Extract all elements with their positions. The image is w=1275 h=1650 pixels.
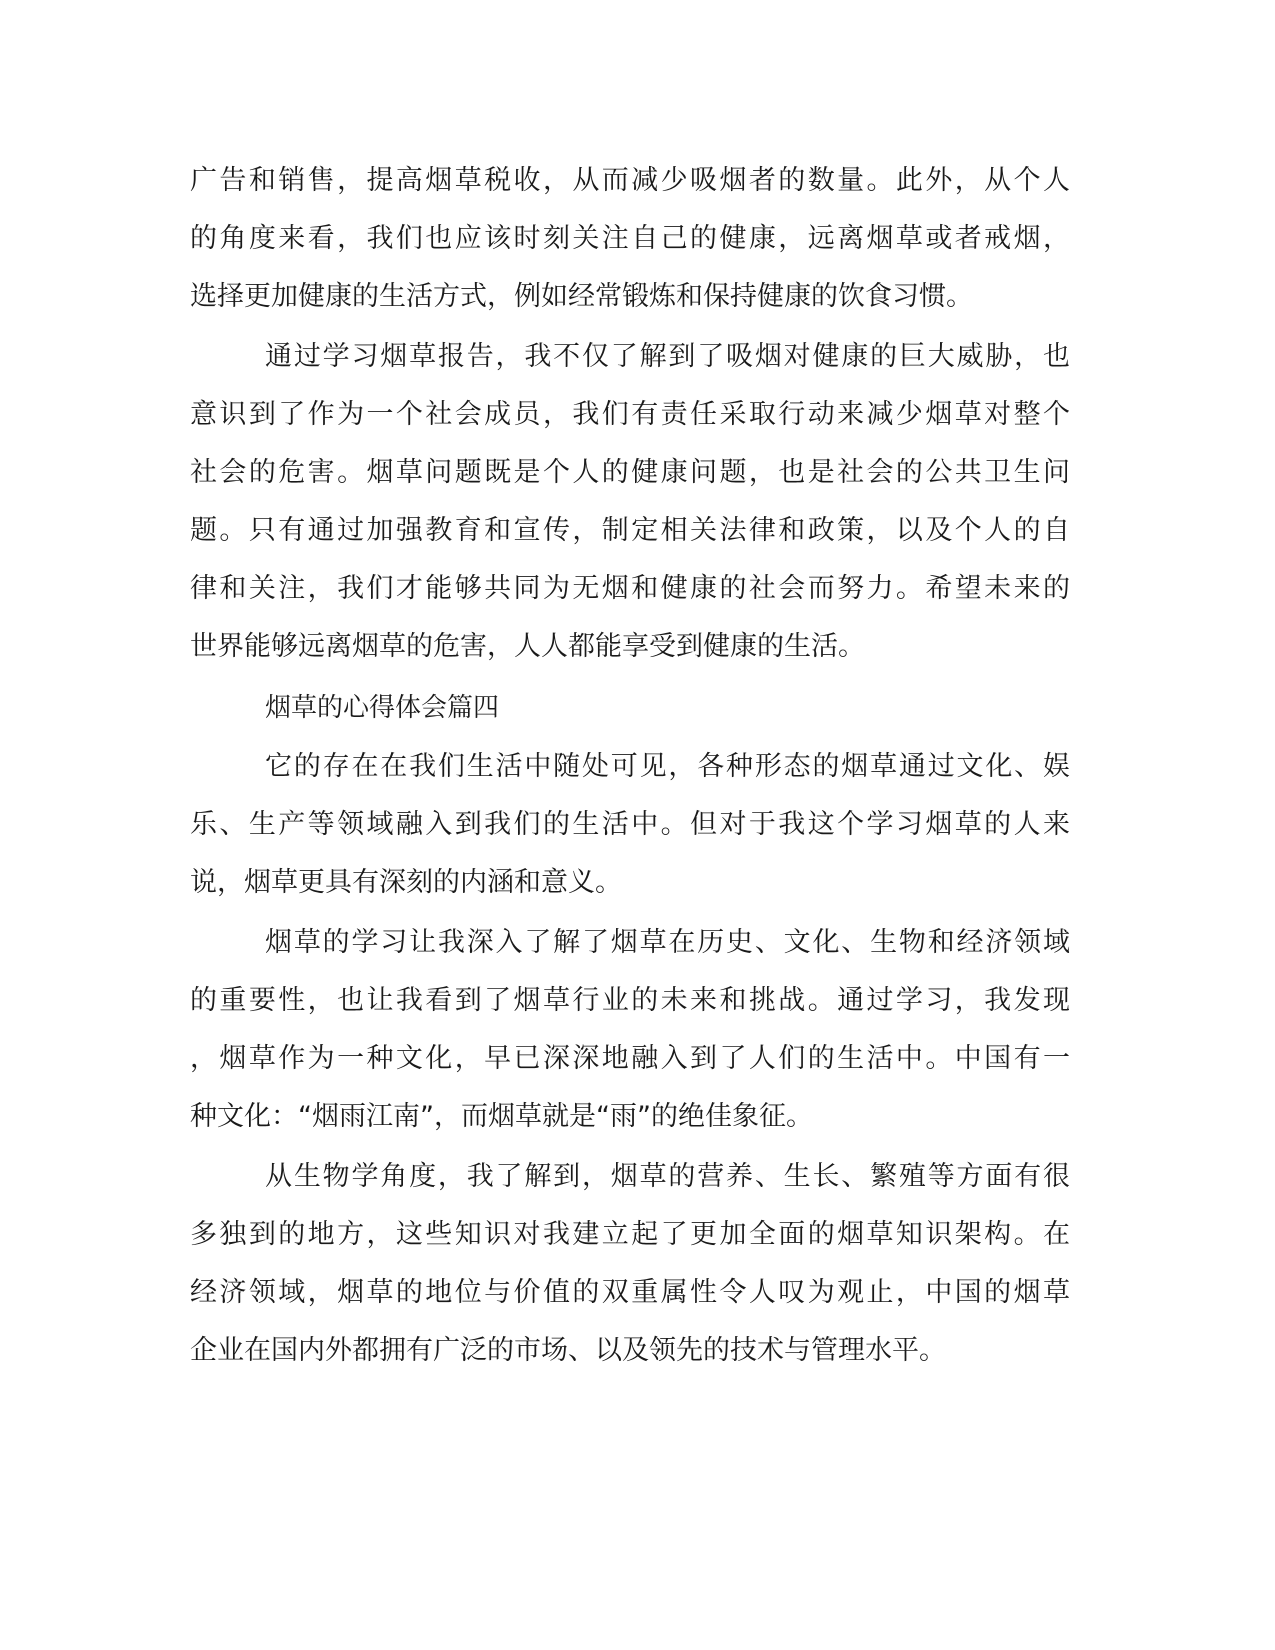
paragraph-line: 题。只有通过加强教育和宣传，制定相关法律和政策，以及个人的自 <box>190 515 1070 546</box>
paragraph-line: 说，烟草更具有深刻的内涵和意义。 <box>190 867 622 898</box>
paragraph-line: 它的存在在我们生活中随处可见，各种形态的烟草通过文化、娱 <box>265 751 1070 782</box>
paragraph-line: 意识到了作为一个社会成员，我们有责任采取行动来减少烟草对整个 <box>190 399 1070 430</box>
paragraph-line: 通过学习烟草报告，我不仅了解到了吸烟对健康的巨大威胁，也 <box>265 341 1070 372</box>
paragraph-line: 社会的危害。烟草问题既是个人的健康问题，也是社会的公共卫生问 <box>190 457 1070 488</box>
paragraph-line: 律和关注，我们才能够共同为无烟和健康的社会而努力。希望未来的 <box>190 573 1070 604</box>
paragraph-line: 世界能够远离烟草的危害，人人都能享受到健康的生活。 <box>190 631 865 662</box>
paragraph-line: 广告和销售，提高烟草税收，从而减少吸烟者的数量。此外，从个人 <box>190 165 1070 196</box>
paragraph-line: 的重要性，也让我看到了烟草行业的未来和挑战。通过学习，我发现 <box>190 985 1070 1016</box>
paragraph-line: 多独到的地方，这些知识对我建立起了更加全面的烟草知识架构。在 <box>190 1219 1070 1250</box>
paragraph-line: 从生物学角度，我了解到，烟草的营养、生长、繁殖等方面有很 <box>265 1161 1070 1192</box>
paragraph-line: 的角度来看，我们也应该时刻关注自己的健康，远离烟草或者戒烟， <box>190 223 1070 254</box>
paragraph-line: 企业在国内外都拥有广泛的市场、以及领先的技术与管理水平。 <box>190 1335 946 1366</box>
section-heading: 烟草的心得体会篇四 <box>265 693 500 723</box>
paragraph-line: 选择更加健康的生活方式，例如经常锻炼和保持健康的饮食习惯。 <box>190 281 973 312</box>
paragraph-line: 种文化：“烟雨江南”，而烟草就是“雨”的绝佳象征。 <box>190 1101 813 1132</box>
paragraph-line: 烟草的学习让我深入了解了烟草在历史、文化、生物和经济领域 <box>265 927 1070 958</box>
paragraph-line: 经济领域，烟草的地位与价值的双重属性令人叹为观止，中国的烟草 <box>190 1277 1070 1308</box>
paragraph-line: 乐、生产等领域融入到我们的生活中。但对于我这个学习烟草的人来 <box>190 809 1070 840</box>
paragraph-line: ，烟草作为一种文化，早已深深地融入到了人们的生活中。中国有一 <box>190 1043 1070 1074</box>
